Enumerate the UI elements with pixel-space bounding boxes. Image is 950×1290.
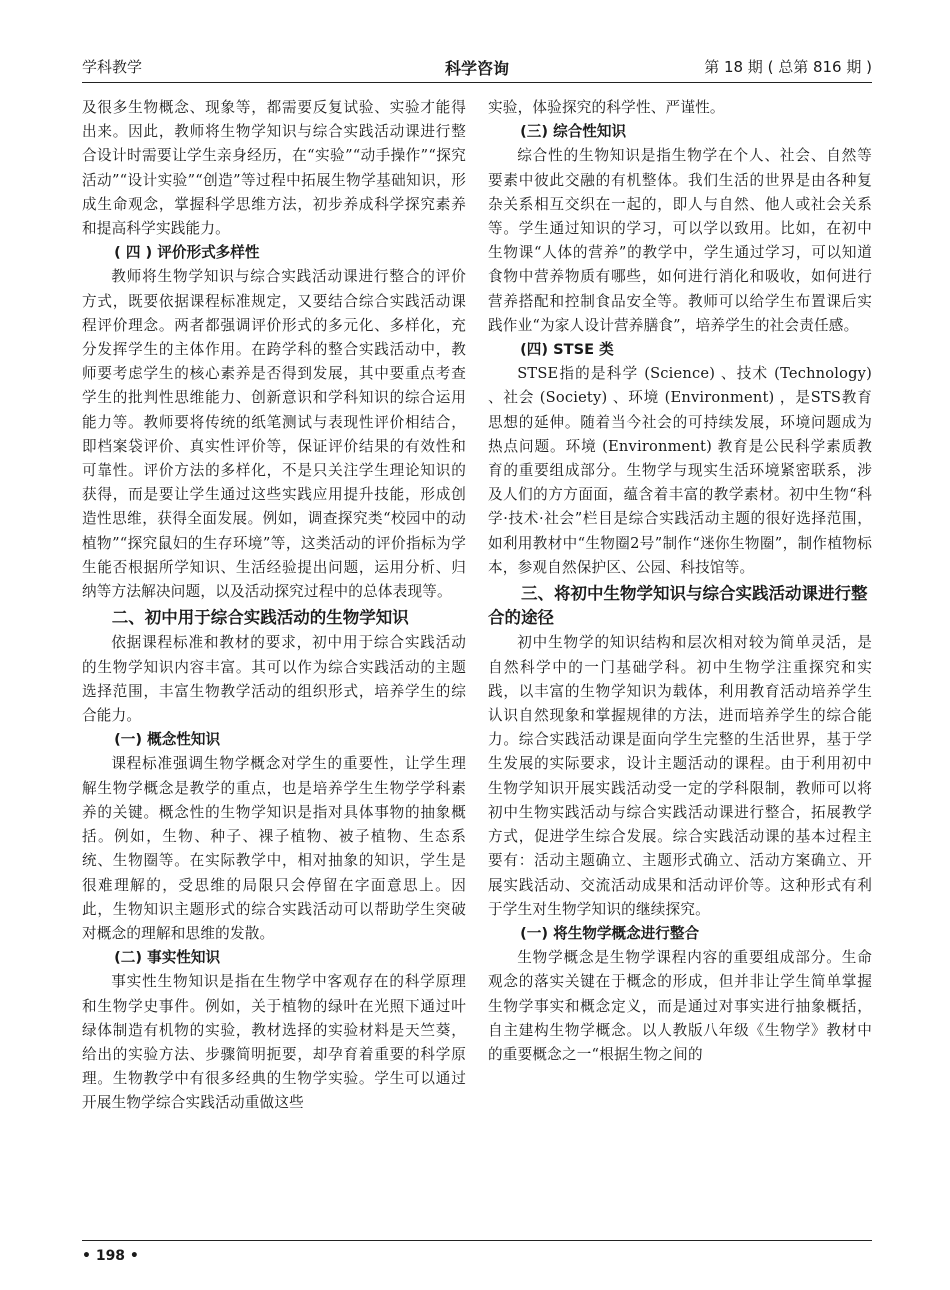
- header-section-label: 学科教学: [82, 58, 143, 76]
- heading-conceptual-knowledge: (一) 概念性知识: [114, 731, 221, 749]
- section-heading-3: 三、将初中生物学知识与综合实践活动课进行整合的途径: [488, 584, 868, 628]
- heading-integrate-concepts: (一) 将生物学概念进行整合: [520, 924, 700, 942]
- heading-evaluation-diversity: ( 四 ) 评价形式多样性: [114, 244, 260, 262]
- page-number: • 198 •: [82, 1248, 139, 1264]
- issue-number: 第 18 期 ( 总第 816 期 ): [704, 58, 872, 76]
- paragraph-section-3: 初中生物学的知识结构和层次相对较为简单灵活，是自然科学中的一门基础学科。初中生物学注重探究和实践，以丰富的生物学知识为载体，利用教育活动培养学生认识自然现象和掌握规律的方法，进而培养学生的综合能力。综合实践活动课是面向学生完整的生活世界，基于学生发展的实际要求，设计主题活动的课程。由于利用初中生物学知识开展实践活动受一定的学科限制，教师可以将初中生物实践活动与综合实践活动课进行整合，拓展教学方式，促进学生综合发展。综合实践活动课的基本过程主要有：活动主题确立、主题形式确立、活动方案确立、开展实践活动、交流活动成果和活动评价等。这种形式有利于学生对生物学知识的继续探究。: [488, 634, 872, 918]
- paragraph-conceptual: 课程标准强调生物学概念对学生的重要性，让学生理解生物学概念是教学的重点，也是培养学生生物学学科素养的关键。概念性的生物学知识是指对具体事物的抽象概括。例如，生物、种子、裸子植物、被子植物、生态系统、生物圈等。在实际教学中，相对抽象的知识，学生是很难理解的，受思维的局限只会停留在字面意思上。因此，生物知识主题形式的综合实践活动可以帮助学生突破对概念的理解和思维的发散。: [82, 755, 466, 942]
- running-header: [82, 52, 872, 80]
- journal-title: 科学咨询: [444, 59, 509, 78]
- left-column: [82, 96, 466, 1116]
- paragraph-stse: STSE指的是科学 (Science) 、技术 (Technology) 、社会 (Society) 、环境 (Environment) ，是STS教育思想的延伸。随着当今社会的可持续发展，环境问题成为热点问题。环境 (Environment) 教育是公民科学素质教育的重要组成部分。生物学与现实生活环境紧密联系，涉及人们的方方面面，蕴含着丰富的教学素材。初中生物“科学·技术·社会”栏目是综合实践活动主题的很好选择范围，如利用教材中“生物圈2号”制作“迷你生物圈”，制作植物标本，参观自然保护区、公园、科技馆等。: [488, 365, 872, 576]
- paragraph-continued: 及很多生物概念、现象等，都需要反复试验、实验才能得出来。因此，教师将生物学知识与综合实践活动课进行整合设计时需要让学生亲身经历，在“实验”“动手操作”“探究活动”“设计实验”“创造”等过程中拓展生物学基础知识，形成生命观念，掌握科学思维方法，初步养成科学探究素养和提高科学实践能力。: [82, 99, 466, 238]
- right-column: [488, 96, 872, 1067]
- paragraph-comprehensive: 综合性的生物知识是指生物学在个人、社会、自然等要素中彼此交融的有机整体。我们生活的世界是由各种复杂关系相互交织在一起的，即人与自然、他人或社会关系等。学生通过知识的学习，可以学以致用。比如，在初中生物课“人体的营养”的教学中，学生通过学习，可以知道食物中营养物质有哪些，如何进行消化和吸收，如何进行营养搭配和控制食品安全等。教师可以给学生布置课后实践作业“为家人设计营养膳食”，培养学生的社会责任感。: [488, 147, 872, 334]
- paragraph-section-2: 依据课程标准和教材的要求，初中用于综合实践活动的生物学知识内容丰富。其可以作为综合实践活动的主题选择范围，丰富生物教学活动的组织形式，培养学生的综合能力。: [82, 634, 466, 725]
- header-divider: [82, 82, 872, 83]
- heading-comprehensive-knowledge: (三) 综合性知识: [520, 123, 627, 141]
- section-heading-2: 二、初中用于综合实践活动的生物学知识: [111, 608, 409, 628]
- paragraph-evaluation: 教师将生物学知识与综合实践活动课进行整合的评价方式，既要依据课程标准规定，又要结合综合实践活动课程评价理念。两者都强调评价形式的多元化、多样化，充分发挥学生的主体作用。在跨学科的整合实践活动中，教师要考虑学生的核心素养是否得到发展，其中要重点考查学生的批判性思维能力、创新意识和学科知识的综合运用能力等。教师要将传统的纸笔测试与表现性评价相结合，即档案袋评价、真实性评价等，保证评价结果的有效性和可靠性。评价方法的多样化，不是只关注学生理论知识的获得，而是要让学生通过这些实践应用提升技能，形成创造性思维，获得全面发展。例如，调查探究类“校园中的动植物”“探究鼠妇的生存环境”等，这类活动的评价指标为学生能否根据所学知识、生活经验提出问题，运用分析、归纳等方法解决问题，以及活动探究过程中的总体表现等。: [82, 268, 466, 601]
- footer-divider: [82, 1240, 872, 1241]
- paragraph-factual: 事实性生物知识是指在生物学中客观存在的科学原理和生物学史事件。例如，关于植物的绿叶在光照下通过叶绿体制造有机物的实验，教材选择的实验材料是天竺葵，给出的实验方法、步骤简明扼要，却孕育着重要的科学原理。生物教学中有很多经典的生物学实验。学生可以通过开展生物学综合实践活动重做这些: [82, 973, 466, 1112]
- heading-factual-knowledge: (二) 事实性知识: [114, 949, 221, 967]
- paragraph-integrate: 生物学概念是生物学课程内容的重要组成部分。生命观念的落实关键在于概念的形成，但并非让学生简单掌握生物学事实和概念定义，而是通过对事实进行抽象概括，自主建构生物学概念。以人教版八年级《生物学》教材中的重要概念之一“根据生物之间的: [488, 949, 872, 1063]
- paragraph-factual-continued: 实验，体验探究的科学性、严谨性。: [488, 99, 725, 116]
- heading-stse: (四) STSE 类: [520, 341, 614, 359]
